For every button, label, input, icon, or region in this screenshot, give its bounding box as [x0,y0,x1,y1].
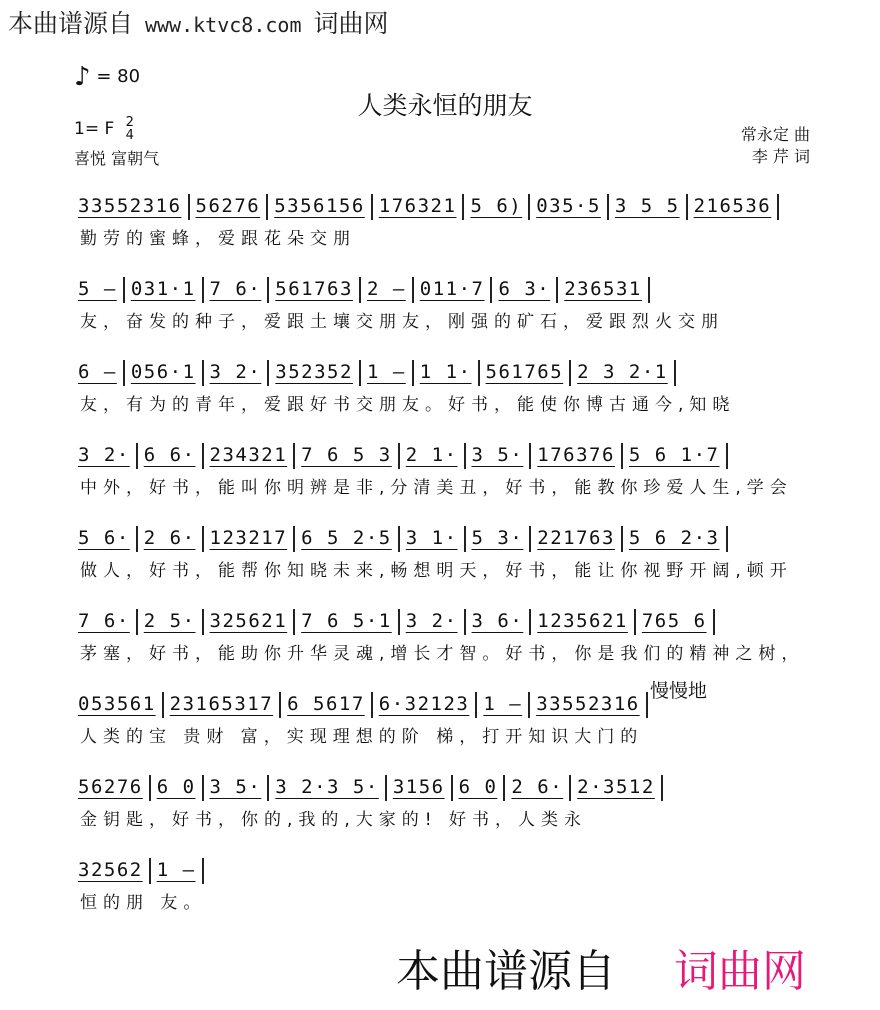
footer-watermark [396,935,806,999]
source-watermark [8,4,388,40]
footer-prefix: 本曲谱源自 [396,946,616,997]
bar-line [451,775,453,801]
measure: 3 5 5 [614,195,680,217]
bar-line [398,609,400,635]
measure: 1 — [366,361,406,383]
footer-site: 词曲网 [674,946,806,997]
tempo-change-marking: 慢慢地 [650,680,708,702]
bar-line [293,609,295,635]
measure: 2 — [366,278,406,300]
notation-line [78,271,818,307]
bar-line [464,526,466,552]
measure: 2 1· [405,444,458,466]
bar-line [293,443,295,469]
bar-line [412,360,414,386]
bar-line [528,194,530,220]
bar-line [646,692,648,718]
measure: 7 6· [209,278,262,300]
measure: 2 6· [143,527,196,549]
measure: 056·1 [130,361,196,383]
bar-line [607,194,609,220]
measure: 053561 [78,693,156,715]
bar-line [462,194,464,220]
measure: 7 6· [78,610,130,632]
measure: 3 5· [209,776,262,798]
measure: 236531 [564,278,642,300]
measure: 5 3· [471,527,524,549]
bar-line [267,277,269,303]
lyrics-line: 人类的宝 贵财 富，实现理想的阶 梯，打开知识大门的 [80,727,644,747]
measure: 33552316 [78,195,182,217]
score [78,188,818,935]
measure: 2 6· [511,776,564,798]
measure: 7 6 5·1 [301,610,392,632]
bar-line [136,609,138,635]
bar-line [267,775,269,801]
measure: 3 5· [471,444,524,466]
bar-line [777,194,779,220]
source-url[interactable]: www.ktvc8.com [144,13,302,37]
key-value: 1= F [74,119,115,139]
measure: 6 5617 [287,693,365,715]
notation-line [78,354,818,390]
measure: 3 6· [471,610,524,632]
measure: 5 6) [470,195,523,217]
bar-line [279,692,281,718]
source-prefix: 本曲谱源自 [8,9,134,38]
lyrics-line: 友，奋发的种子，爱跟土壤交朋友，刚强的矿石，爱跟烈火交朋 [80,312,724,332]
bar-line [162,692,164,718]
bar-line [149,775,151,801]
bar-line [621,526,623,552]
time-sig-top: 2 [125,115,134,130]
bar-line [202,443,204,469]
score-row [78,603,818,686]
notation-line [78,852,818,888]
measure: 3156 [392,776,445,798]
lyrics-line: 金钥匙，好书，你的,我的,大家的! 好书，人类永 [80,810,588,830]
measure: 221763 [537,527,615,549]
measure: 6·32123 [378,693,470,715]
measure: 6 3· [498,278,551,300]
measure: 561763 [275,278,353,300]
score-row [78,852,818,935]
bar-line [674,360,676,386]
measure: 5 6 1·7 [628,444,720,466]
measure: 2 3 2·1 [577,361,668,383]
measure: 2·3512 [577,776,655,798]
bar-line [202,609,204,635]
measure: 3 2· [405,610,458,632]
lyrics-line: 茅塞，好书，能助你升华灵魂,增长才智。好书，你是我们的精神之树， [80,644,805,664]
measure: 3 2· [209,361,262,383]
measure: 325621 [209,610,288,632]
bar-line [188,194,190,220]
bar-line [371,194,373,220]
measure: 1 — [156,859,196,881]
bar-line [569,775,571,801]
measure: 5 6· [78,527,130,549]
bar-line [529,526,531,552]
bar-line [686,194,688,220]
bar-line [202,526,204,552]
score-row [78,354,818,437]
bar-line [385,775,387,801]
bar-line [475,692,477,718]
lyrics-line: 做人，好书，能帮你知晓未来,畅想明天，好书，能让你视野开阔,顿开 [80,561,793,581]
bar-line [713,609,715,635]
bar-line [556,277,558,303]
lyrics-line: 勤劳的蜜蜂，爱跟花朵交朋 [80,229,356,249]
measure: 33552316 [536,693,640,715]
measure: 1 1· [419,361,472,383]
measure: 216536 [693,195,772,217]
score-row [78,769,818,852]
bar-line [398,443,400,469]
bar-line [123,360,125,386]
credits [741,124,810,168]
notation-line [78,769,818,805]
measure: 3 2· [78,444,130,466]
notation-line [78,437,818,473]
bar-line [412,277,414,303]
measure: 234321 [209,444,288,466]
time-signature [126,116,134,142]
lyricist-credit: 李 芹 词 [751,147,810,166]
time-sig-bottom: 4 [125,128,134,143]
bar-line [726,526,728,552]
mood-marking: 喜悦 富朝气 [74,149,160,168]
bar-line [464,443,466,469]
bar-line [569,360,571,386]
bar-line [136,443,138,469]
song-title: 人类永恒的朋友 [357,91,533,120]
key-signature [74,116,134,142]
bar-line [661,775,663,801]
measure: 765 6 [641,610,707,632]
measure: 1 — [483,693,523,715]
score-row [78,188,818,271]
bar-line [149,858,151,884]
lyrics-line: 恒的朋 友。 [80,893,207,913]
measure: 3 1· [405,527,458,549]
measure: 2 5· [143,610,196,632]
measure: 6 0 [156,776,196,798]
bar-line [359,277,361,303]
measure: 56276 [78,776,143,798]
bar-line [490,277,492,303]
lyrics-line: 中外，好书，能叫你明辨是非,分清美丑，好书，能教你珍爱人生,学会 [80,478,793,498]
bar-line [202,775,204,801]
score-row [78,437,818,520]
bar-line [202,360,204,386]
measure: 32562 [78,859,143,881]
measure: 123217 [209,527,288,549]
bar-line [293,526,295,552]
notation-line [78,520,818,556]
bar-line [464,609,466,635]
measure: 6 5 2·5 [301,527,392,549]
bar-line [202,858,204,884]
eighth-note-icon: ♪ [74,62,91,92]
measure: 23165317 [169,693,274,715]
bar-line [529,443,531,469]
bar-line [202,277,204,303]
measure: 011·7 [419,278,485,300]
measure: 176321 [378,195,457,217]
measure: 6 — [78,361,117,383]
measure: 1235621 [537,610,628,632]
bar-line [529,609,531,635]
measure: 3 2·3 5· [275,776,379,798]
notation-line [78,188,818,224]
bar-line [726,443,728,469]
measure: 176376 [537,444,615,466]
measure: 561765 [485,361,564,383]
measure: 5356156 [274,195,365,217]
bar-line [359,360,361,386]
score-row [78,271,818,354]
score-row [78,520,818,603]
composer-credit: 常永定 曲 [740,125,810,144]
bar-line [503,775,505,801]
lyrics-line: 友，有为的青年，爱跟好书交朋友。好书，能使你博古通今,知晓 [80,395,736,415]
measure: 7 6 5 3 [301,444,392,466]
measure: 031·1 [130,278,196,300]
tempo-value: = 80 [96,66,141,87]
bar-line [621,443,623,469]
bar-line [266,194,268,220]
bar-line [634,609,636,635]
measure: 56276 [195,195,261,217]
bar-line [123,277,125,303]
measure: 6 6· [143,444,196,466]
bar-line [398,526,400,552]
bar-line [478,360,480,386]
source-site: 词曲网 [313,9,389,38]
bar-line [528,692,530,718]
bar-line [648,277,650,303]
notation-line [78,603,818,639]
measure: 352352 [275,361,353,383]
bar-line [136,526,138,552]
measure: 035·5 [536,195,601,217]
measure: 5 — [78,278,117,300]
bar-line [371,692,373,718]
measure: 5 6 2·3 [628,527,720,549]
bar-line [267,360,269,386]
measure: 6 0 [458,776,498,798]
